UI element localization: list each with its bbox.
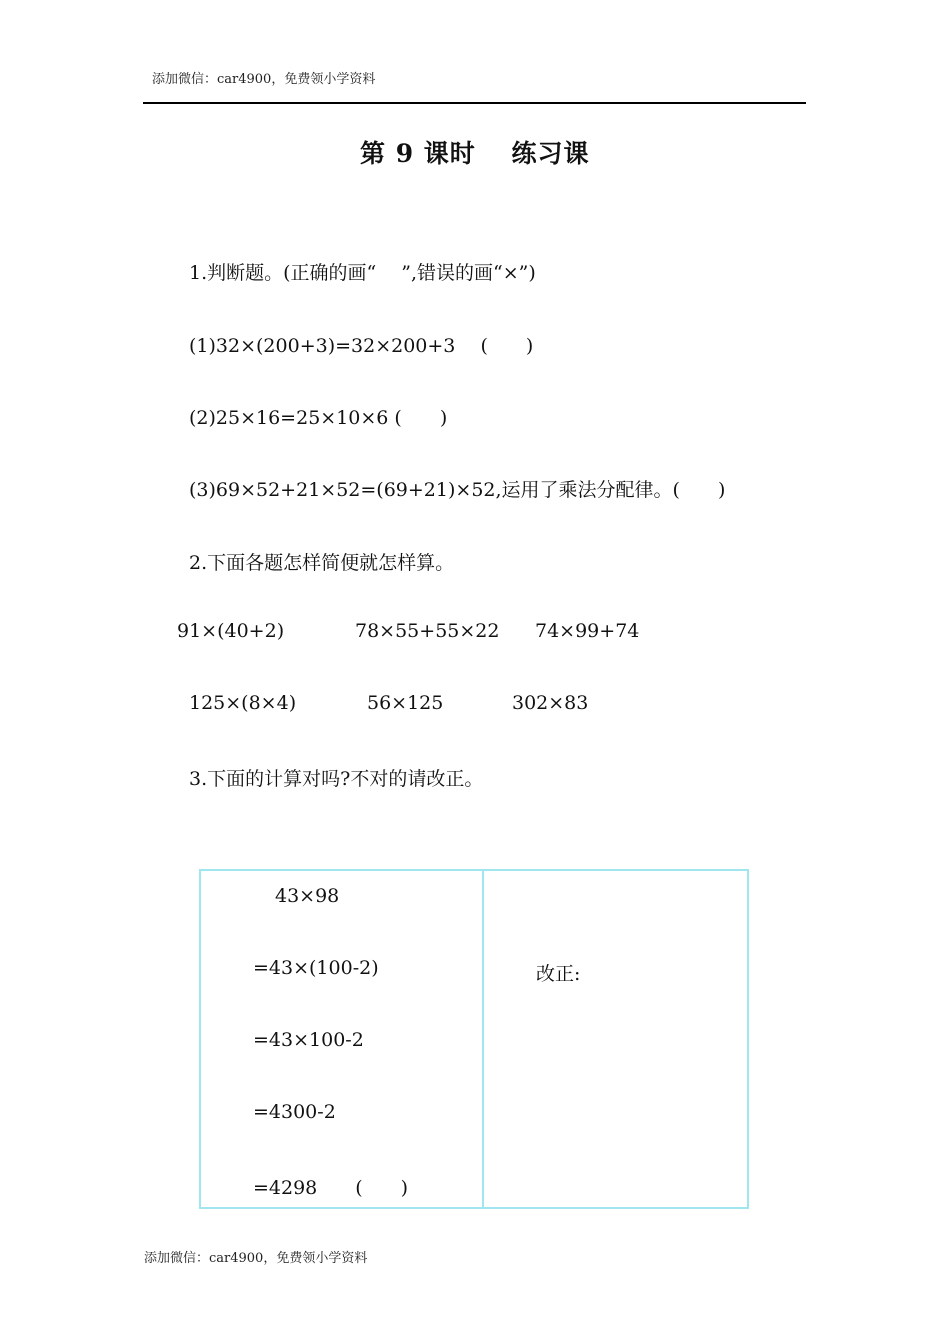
question-2-expr-2: 78×55+55×22: [355, 620, 500, 642]
page-footer: 添加微信：car4900，免费领小学资料: [144, 1251, 368, 1266]
calc-step-3: =43×100-2: [253, 1029, 364, 1051]
header-rule: [143, 102, 806, 104]
question-1-item-3: (3)69×52+21×52=(69+21)×52,运用了乘法分配律。( ): [189, 479, 726, 501]
calc-step-1: 43×98: [275, 885, 340, 907]
correction-label: 改正:: [536, 963, 581, 985]
question-2-expr-4: 125×(8×4): [189, 692, 297, 714]
question-1-item-1: (1)32×(200+3)=32×200+3 ( ): [189, 335, 534, 357]
question-2-expr-5: 56×125: [367, 692, 444, 714]
question-3-prompt: 3.下面的计算对吗?不对的请改正。: [189, 768, 484, 790]
page-header: 添加微信：car4900，免费领小学资料: [152, 72, 376, 87]
calc-step-5: =4298 ( ): [253, 1177, 409, 1199]
question-2-expr-6: 302×83: [512, 692, 589, 714]
question-2-prompt: 2.下面各题怎样简便就怎样算。: [189, 552, 455, 574]
question-2-expr-3: 74×99+74: [535, 620, 640, 642]
question-1-prompt: 1.判断题。(正确的画“ ”,错误的画“×”): [189, 262, 536, 284]
calc-step-2: =43×(100-2): [253, 957, 379, 979]
page-title: 第 9 课时 练习课: [360, 139, 590, 168]
table-divider: [482, 869, 484, 1209]
calc-step-4: =4300-2: [253, 1101, 336, 1123]
question-2-expr-1: 91×(40+2): [177, 620, 285, 642]
question-1-item-2: (2)25×16=25×10×6 ( ): [189, 407, 448, 429]
